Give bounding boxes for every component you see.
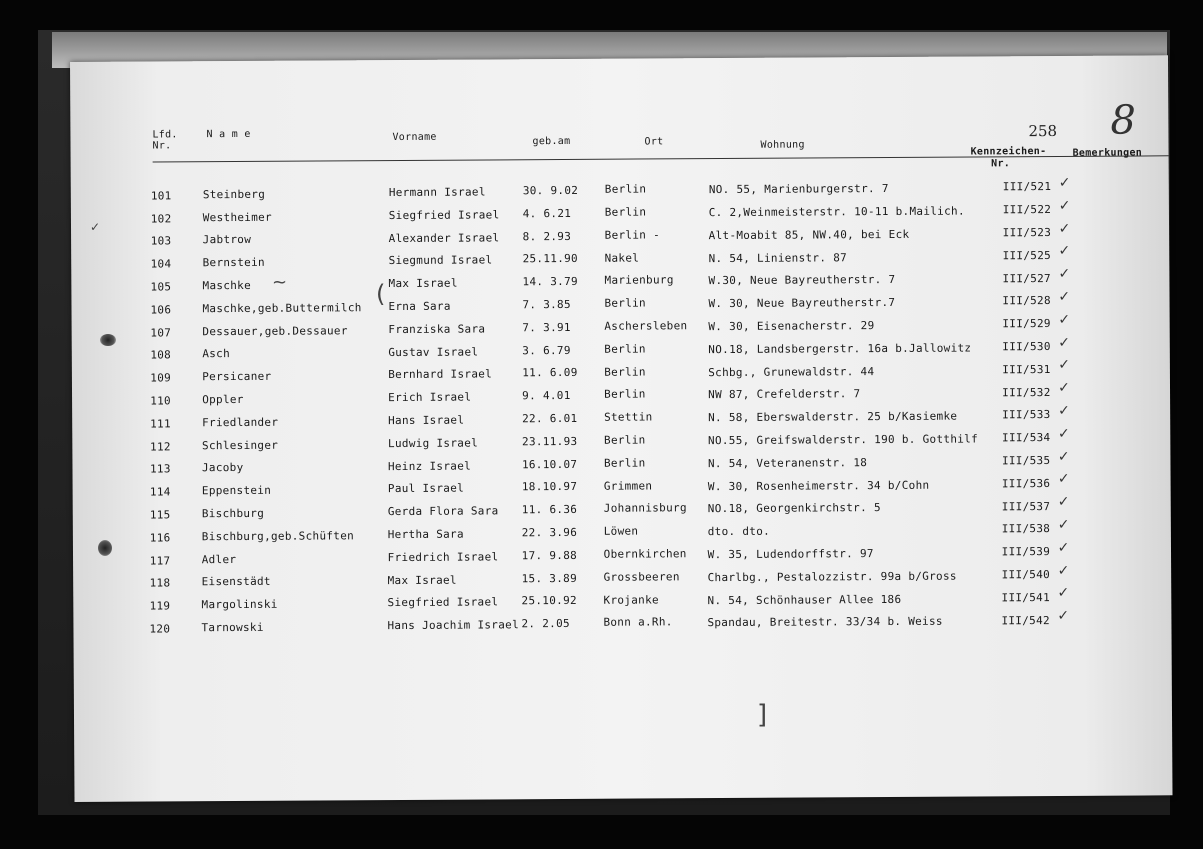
cell-vorname: Gustav Israel [388,345,479,359]
cell-name: Maschke,geb.Buttermilch [202,301,362,315]
document-page [70,55,1172,802]
cell-vorname: Bernhard Israel [388,367,493,382]
cell-ort: Aschersleben [604,319,688,333]
cell-lfd-nr: 101 [150,189,172,203]
cell-wohnung: NO.55, Greifswalderstr. 190 b. Gotthilf [707,432,979,448]
cell-lfd-nr: 112 [149,439,171,454]
cell-ort: Obernkirchen [603,547,687,561]
cell-lfd-nr: 117 [149,553,171,568]
cell-kennzeichen: III/527 [1002,271,1052,285]
cell-ort: Berlin [604,387,646,402]
cell-name: Schlesinger [201,438,279,452]
cell-ort: Krojanke [603,592,659,607]
cell-geb-am: 14. 3.79 [522,275,578,289]
check-mark-icon: ✓ [1057,585,1070,602]
cell-name: Eisenstädt [201,575,271,589]
cell-lfd-nr: 113 [149,462,171,476]
cell-kennzeichen: III/528 [1002,294,1051,308]
cell-vorname: Max Israel [387,573,457,587]
cell-lfd-nr: 103 [150,234,172,248]
cell-kennzeichen: III/542 [1001,613,1050,627]
header-kennzeichen: Kennzeichen- Nr. [970,146,1047,170]
cell-geb-am: 2. 2.05 [521,617,570,631]
check-mark-icon: ✓ [1058,197,1071,214]
cell-vorname: Siegfried Israel [387,595,499,610]
cell-kennzeichen: III/538 [1001,522,1051,536]
cell-name: Maschke [202,278,252,293]
cell-kennzeichen: III/531 [1002,362,1051,376]
cell-ort: Johannisburg [603,501,687,516]
cell-geb-am: 8. 2.93 [522,229,572,243]
cell-lfd-nr: 110 [150,394,172,408]
cell-wohnung: NW 87, Crefelderstr. 7 [708,387,861,402]
cell-vorname: Erich Israel [388,390,472,405]
cell-kennzeichen: III/540 [1001,567,1051,582]
check-mark-icon: ✓ [1057,539,1070,556]
cell-geb-am: 17. 9.88 [521,548,578,563]
check-mark-icon: ✓ [1057,425,1070,442]
cell-name: Bernstein [202,256,265,270]
cell-geb-am: 25.11.90 [522,252,579,266]
page-mark: 8 [1110,97,1136,144]
cell-wohnung: C. 2,Weinmeisterstr. 10-11 b.Mailich. [708,204,965,220]
cell-wohnung: Charlbg., Pestalozzistr. 99a b/Gross [707,569,957,584]
check-mark-icon: ✓ [1058,311,1071,328]
cell-ort: Berlin [604,364,646,379]
check-mark-icon: ✓ [1057,494,1070,511]
cell-name: Eppenstein [201,483,272,498]
cell-name: Bischburg,geb.Schüften [201,529,355,544]
cell-vorname: Erna Sara [388,299,451,313]
cell-geb-am: 7. 3.85 [522,297,571,312]
cell-vorname: Siegfried Israel [388,208,500,222]
cell-lfd-nr: 120 [149,622,171,636]
cell-vorname: Paul Israel [387,481,465,496]
cell-wohnung: W. 30, Neue Bayreutherstr.7 [708,296,896,311]
cell-geb-am: 25.10.92 [521,594,577,608]
cell-geb-am: 4. 6.21 [522,206,572,221]
cell-vorname: Siegmund Israel [388,253,493,268]
cell-name: Margolinski [201,597,278,612]
cell-ort: Berlin - [604,228,661,242]
cell-lfd-nr: 107 [150,325,172,340]
cell-vorname: Friedrich Israel [387,550,499,564]
bracket-mark-icon: ] [757,700,768,730]
cell-geb-am: 3. 6.79 [522,343,571,357]
check-mark-icon: ✓ [1057,608,1070,625]
cell-wohnung: W. 30, Rosenheimerstr. 34 b/Cohn [707,478,930,493]
cell-vorname: Heinz Israel [387,459,472,473]
cell-name: Steinberg [202,187,266,201]
cell-kennzeichen: III/539 [1001,545,1051,559]
check-mark-icon: ✓ [1057,471,1070,488]
check-mark-icon: ✓ [1058,243,1071,260]
cell-kennzeichen: III/541 [1001,590,1051,605]
cell-geb-am: 9. 4.01 [522,389,571,403]
cell-wohnung: W.30, Neue Bayreutherstr. 7 [708,273,896,288]
cell-vorname: Max Israel [388,276,458,291]
cell-wohnung: N. 54, Veteranenstr. 18 [707,455,868,470]
cell-ort: Löwen [603,524,639,538]
cell-geb-am: 7. 3.91 [522,320,571,335]
check-mark-icon: ✓ [1058,357,1070,374]
cell-wohnung: N. 58, Eberswalderstr. 25 b/Kasiemke [708,409,958,425]
check-mark-icon: ✓ [1058,334,1071,351]
cell-kennzeichen: III/529 [1002,317,1051,331]
cell-name: Westheimer [202,210,273,224]
cell-vorname: Franziska Sara [388,322,486,336]
cell-ort: Berlin [604,296,647,310]
cell-lfd-nr: 105 [150,280,172,294]
cell-lfd-nr: 108 [150,348,172,362]
cell-name: Adler [201,552,237,566]
cell-kennzeichen: III/522 [1002,203,1052,217]
check-mark-icon: ✓ [1057,448,1070,465]
cell-vorname: Hertha Sara [387,527,464,541]
cell-vorname: Hermann Israel [388,185,486,199]
header-name: N a m e [206,128,251,141]
check-mark-icon: ✓ [1057,402,1070,419]
cell-kennzeichen: III/536 [1001,476,1051,491]
cell-wohnung: NO.18, Georgenkirchstr. 5 [707,501,881,516]
cell-geb-am: 18.10.97 [521,480,578,494]
cell-name: Asch [202,347,231,361]
cell-geb-am: 15. 3.89 [521,571,578,585]
cell-lfd-nr: 102 [150,211,172,226]
bracket-mark-icon: ( [376,280,386,308]
check-mark-icon: ✓ [1058,220,1071,237]
cell-ort: Nakel [604,251,640,265]
cell-vorname: Ludwig Israel [387,436,479,450]
cell-vorname: Alexander Israel [388,230,500,245]
cell-name: Jabtrow [202,233,252,247]
cell-ort: Berlin [604,205,647,219]
cell-name: Friedlander [202,415,279,429]
ink-blot-icon [100,334,116,346]
cell-name: Persicaner [202,369,272,384]
cell-name: Dessauer,geb.Dessauer [202,323,348,338]
cell-wohnung: W. 35, Ludendorffstr. 97 [707,547,874,562]
cell-kennzeichen: III/534 [1001,431,1051,445]
cell-geb-am: 22. 6.01 [522,411,578,426]
cell-lfd-nr: 104 [150,257,172,271]
cell-ort: Berlin [604,342,646,356]
cell-ort: Berlin [603,433,646,447]
cell-lfd-nr: 116 [149,531,171,545]
margin-check-icon: ✓ [90,220,101,234]
cell-kennzeichen: III/525 [1002,248,1052,262]
cell-geb-am: 23.11.93 [521,434,578,449]
check-mark-icon: ✓ [1058,266,1071,283]
cell-name: Bischburg [201,506,265,521]
cell-wohnung: NO.18, Landsbergerstr. 16a b.Jallowitz [708,341,972,356]
cell-name: Tarnowski [201,620,264,635]
cell-lfd-nr: 106 [150,303,172,317]
cell-lfd-nr: 114 [149,485,171,499]
cell-geb-am: 11. 6.36 [521,503,578,517]
cell-ort: Marienburg [604,273,674,288]
cell-kennzeichen: III/535 [1001,453,1051,468]
cell-lfd-nr: 119 [149,599,171,613]
cell-geb-am: 11. 6.09 [522,366,578,380]
cell-vorname: Hans Israel [388,413,465,427]
check-mark-icon: ✓ [1057,516,1070,533]
cell-wohnung: W. 30, Eisenacherstr. 29 [708,319,875,334]
cell-wohnung: Alt-Moabit 85, NW.40, bei Eck [708,227,910,242]
page-number: 258 [1028,121,1058,141]
cell-wohnung: Schbg., Grunewaldstr. 44 [708,364,875,379]
cell-lfd-nr: 118 [149,576,171,590]
cell-ort: Berlin [603,456,646,470]
cell-kennzeichen: III/523 [1002,225,1052,240]
check-mark-icon: ✓ [1058,288,1071,305]
header-ort: Ort [644,136,664,148]
cell-lfd-nr: 111 [150,417,171,431]
cell-wohnung: dto. dto. [707,524,771,539]
cell-ort: Stettin [604,410,653,424]
cell-kennzeichen: III/521 [1002,180,1052,194]
cell-geb-am: 22. 3.96 [521,525,578,540]
cell-kennzeichen: III/533 [1002,408,1051,422]
check-mark-icon: ✓ [1058,174,1071,191]
header-lfd-nr: Lfd. Nr. [152,129,178,152]
cell-wohnung: N. 54, Schönhauser Allee 186 [707,592,902,607]
tilde-mark-icon: ~ [272,272,288,293]
ink-blot-icon [98,540,112,556]
cell-ort: Berlin [604,182,647,196]
cell-vorname: Hans Joachim Israel [387,618,520,633]
cell-name: Oppler [202,392,244,407]
header-bemerkungen: Bemerkungen [1072,147,1143,159]
header-geb-am: geb.am [532,135,571,148]
cell-vorname: Gerda Flora Sara [387,504,499,519]
cell-name: Jacoby [201,461,244,475]
cell-wohnung: Spandau, Breitestr. 33/34 b. Weiss [707,615,943,630]
cell-ort: Grossbeeren [603,569,680,584]
cell-kennzeichen: III/530 [1002,339,1051,354]
cell-lfd-nr: 109 [150,371,172,385]
cell-geb-am: 16.10.07 [521,457,578,471]
cell-wohnung: NO. 55, Marienburgerstr. 7 [708,182,889,197]
cell-wohnung: N. 54, Linienstr. 87 [708,250,848,265]
check-mark-icon: ✓ [1057,562,1070,579]
cell-geb-am: 30. 9.02 [522,183,579,198]
cell-ort: Bonn a.Rh. [603,615,673,630]
cell-lfd-nr: 115 [149,508,171,522]
header-vorname: Vorname [392,131,437,144]
cell-kennzeichen: III/532 [1002,385,1051,399]
check-mark-icon: ✓ [1058,380,1070,397]
cell-ort: Grimmen [603,478,653,493]
cell-kennzeichen: III/537 [1001,499,1051,513]
header-wohnung: Wohnung [760,139,805,151]
